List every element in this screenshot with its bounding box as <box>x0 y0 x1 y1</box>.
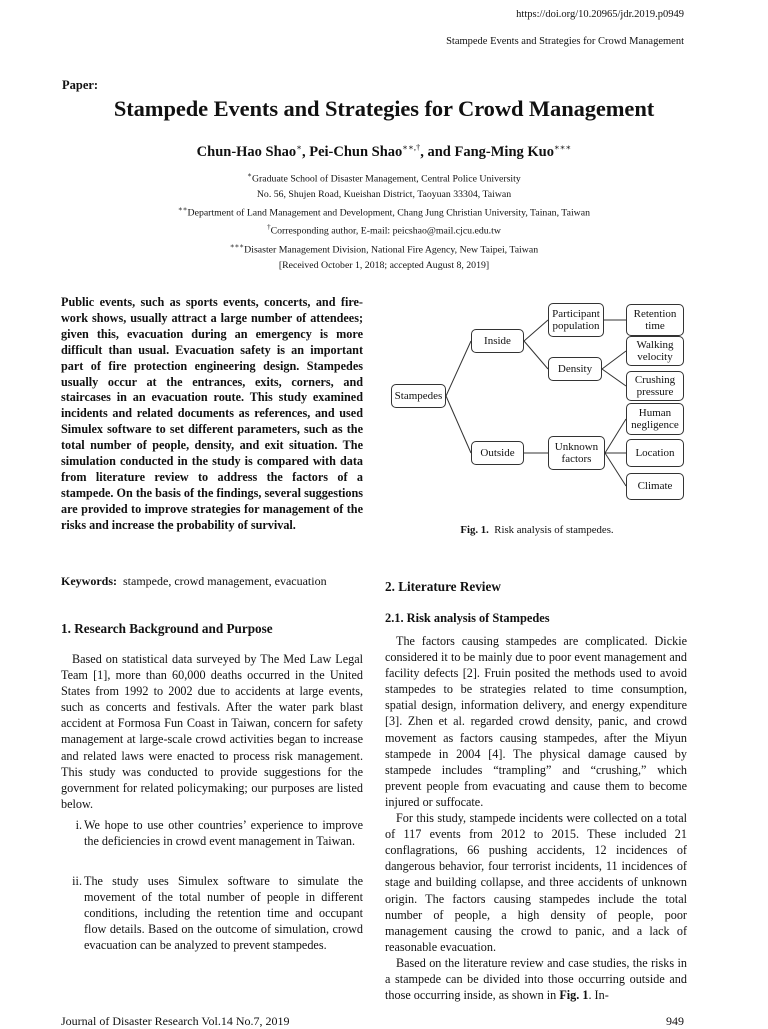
affiliation-line: ∗Graduate School of Disaster Management, Central Police University <box>247 171 521 185</box>
footer-page-number: 949 <box>666 1014 684 1028</box>
connector-line <box>605 453 626 486</box>
subsection-heading: 2.1. Risk analysis of Stampedes <box>385 611 550 625</box>
paragraph: Based on the literature review and case studies, the risks in a stampede can be divided into those occurring outside and those occurring inside, as shown in Fig. 1. In- <box>385 955 687 1003</box>
paragraph: For this study, stampede incidents were collected on a total of 117 events from 2012 to 2015. These included 21 conflagrations, 66 pushing accidents, 12 incidences of dangerous behavior, four terrorist incidents, 11 incidences of stage and building collapse, and three accidents of unknown origin. The factors causing stampedes include the total number of people, a high density of people, poor management causing the crowd to panic, and a lack of reasonable evacuation. <box>385 811 687 954</box>
affiliation-line: No. 56, Shujen Road, Kueishan District, Taoyuan 33304, Taiwan <box>256 188 512 200</box>
running-title: Stampede Events and Strategies for Crowd Management <box>446 36 684 47</box>
abstract: Public events, such as sports events, concerts, and fire-work shows, usually attract a large number of attendees; given this, evacuation during an emergency is more difficult than usual. Evacuation safety is an important part of fire protection engineering design. Stampedes usually occur at the entrances, exits, corners, and staircases in an evacuation route. This study examined incidents and related documents as references, and used Simulex software to set different parameters, such as the total number of people, density, and exit situation. The simulation conducted in the study is compared with data from literature review to address the factors of a stampede. On the basis of the findings, several suggestions are provided to improve strategies for management of the risks and increase the probability of survival. <box>61 295 364 532</box>
paragraph: Based on statistical data surveyed by The Med Law Legal Team [1], more than 60,000 deaths occurred in the United States from 1992 to 2002 due to accidents at large events, such as concerts and festivals. After the water park blast accident at Formosa Fun Coast in Taiwan, concern for safety management at large-scale crowd activities began to increase and related laws were enacted to process risk management. This study was conducted to provide suggestions for the government for related policymaking; our purposes are listed below. <box>61 652 363 811</box>
node-density: Density <box>548 357 602 381</box>
author-name: Pei-Chun Shao <box>309 143 403 160</box>
node-stampedes: Stampedes <box>391 384 446 408</box>
list-number: ii. <box>72 874 82 888</box>
author-name: Fang-Ming Kuo <box>454 143 554 160</box>
connector-line <box>446 396 471 453</box>
caption-text: Risk analysis of stampedes. <box>494 524 614 536</box>
doi-link[interactable]: https://doi.org/10.20965/jdr.2019.p0949 <box>516 9 684 20</box>
figure-reference[interactable]: Fig. 1 <box>559 988 589 1003</box>
keywords-text: stampede, crowd management, evacuation <box>123 574 327 588</box>
connector-line <box>524 341 548 369</box>
affiliation-line: ∗∗Department of Land Management and Development, Chang Jung Christian University, Tainan, Taiwan <box>178 204 590 219</box>
connector-line <box>602 369 626 386</box>
node-human-negligence: Human negligence <box>626 403 684 435</box>
node-walking-velocity: Walking velocity <box>626 336 684 366</box>
received-dates: [Received October 1, 2018; accepted August 8, 2019] <box>278 259 490 271</box>
caption-label: Fig. 1. <box>460 524 489 536</box>
node-unknown-factors: Unknown factors <box>548 436 605 470</box>
paper-title: Stampede Events and Strategies for Crowd Management <box>113 96 655 121</box>
author-mark: ∗ <box>296 142 302 152</box>
paper-type-label: Paper: <box>62 78 99 92</box>
connector-line <box>446 341 471 396</box>
affiliation-line: †Corresponding author, E-mail: peicshao@mail.cjcu.edu.tw <box>267 223 501 237</box>
affiliations <box>0 168 768 273</box>
node-outside: Outside <box>471 441 524 465</box>
connector-line <box>602 351 626 369</box>
section-body <box>61 651 363 812</box>
connector-line <box>524 320 548 341</box>
author-mark: ∗∗,† <box>402 142 421 152</box>
author-name: Chun-Hao Shao <box>196 143 297 160</box>
figure-caption <box>387 524 687 536</box>
keywords <box>61 574 327 589</box>
list-item <box>75 817 363 849</box>
author-separator: , and <box>420 143 455 160</box>
list-text: The study uses Simulex software to simulate the movement of the total number of people in different conditions, including the retention time and occupant flow details. Based on the outcome of simulation, crowd evacuation can be analyzed to prevent stampedes. <box>84 874 363 953</box>
figure-risk-analysis <box>387 293 687 503</box>
author-list <box>0 142 768 161</box>
node-crushing-pressure: Crushing pressure <box>626 371 684 401</box>
corresponding-email: Corresponding author, E-mail: peicshao@mail.cjcu.edu.tw <box>270 225 501 237</box>
footer-journal: Journal of Disaster Research Vol.14 No.7, 2019 <box>61 1014 290 1028</box>
keywords-label: Keywords: <box>61 574 117 588</box>
author-separator: , <box>301 143 310 160</box>
node-retention-time: Retention time <box>626 304 684 336</box>
node-participant-population: Participant population <box>548 303 604 337</box>
paragraph: The factors causing stampedes are complicated. Dickie considered it to be mainly due to poor event management and facility defects [2]. Fruin posited the methods used to avoid stampedes to be strategies related to time consumption, spatial design, information delivery, and energy expenditure [3]. Zhen et al. regarded crowd density, panic, and crowd movement as factors causing stampedes, after the Miyun stampede in 2004 [4]. The physical damage caused by stampede includes “trampling” and “crushing,” which prevent people from evacuating and cause them to become injured or suffocate. <box>385 634 687 809</box>
list-number: i. <box>75 818 82 832</box>
connector-line <box>605 419 626 453</box>
list-item <box>72 873 363 953</box>
node-location: Location <box>626 439 684 467</box>
section-heading: 1. Research Background and Purpose <box>61 621 273 636</box>
section-body <box>385 633 687 1003</box>
author-mark: ∗∗∗ <box>554 142 572 152</box>
node-climate: Climate <box>626 473 684 500</box>
node-inside: Inside <box>471 329 524 353</box>
affiliation-line: ∗∗∗Disaster Management Division, National Fire Agency, New Taipei, Taiwan <box>229 241 539 256</box>
section-heading: 2. Literature Review <box>385 579 501 594</box>
list-text: We hope to use other countries’ experience to improve the deficiencies in crowd event management in Taiwan. <box>84 818 363 849</box>
